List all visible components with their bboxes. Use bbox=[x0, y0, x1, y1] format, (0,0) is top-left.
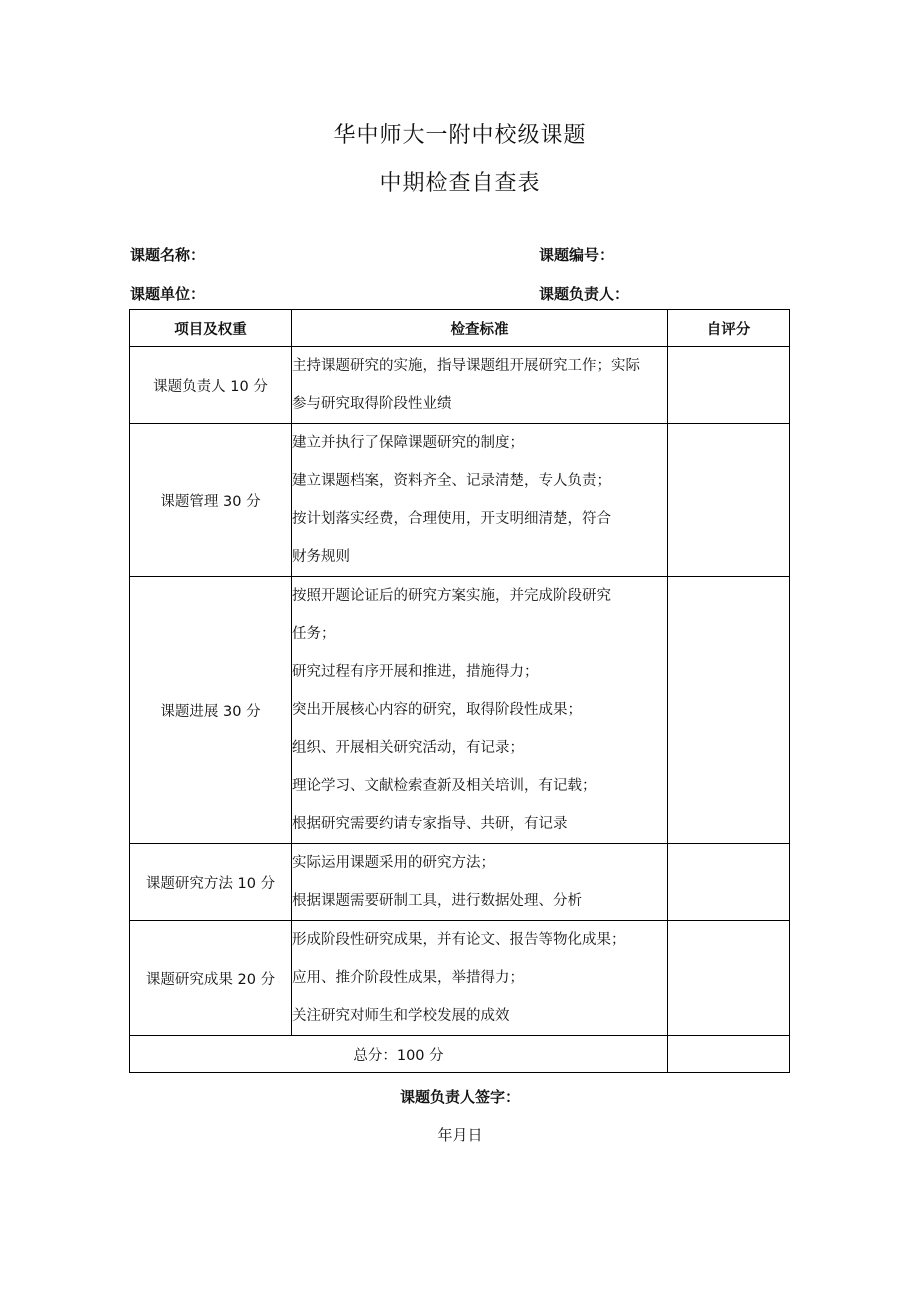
criteria-line: 实际运用课题采用的研究方法； bbox=[292, 855, 495, 871]
total-row bbox=[130, 1036, 790, 1073]
table-header-row bbox=[130, 310, 790, 347]
criteria-line: 根据课题需要研制工具，进行数据处理、分析 bbox=[292, 893, 582, 909]
header-criteria: 检查标准 bbox=[292, 310, 668, 347]
criteria-line: 突出开展核心内容的研究，取得阶段性成果； bbox=[292, 702, 582, 718]
row-item: 课题负责人 10 分 bbox=[130, 347, 292, 424]
self-score-cell[interactable] bbox=[668, 347, 790, 424]
table-row bbox=[130, 921, 790, 1036]
row-item: 课题进展 30 分 bbox=[130, 577, 292, 844]
criteria-line: 根据研究需要约请专家指导、共研，有记录 bbox=[292, 816, 568, 832]
criteria-line: 按照开题论证后的研究方案实施，并完成阶段研究 bbox=[292, 588, 611, 604]
row-criteria bbox=[292, 424, 668, 577]
page-title: 华中师大一附中校级课题 bbox=[333, 123, 587, 148]
criteria-line: 主持课题研究的实施，指导课题组开展研究工作；实际 bbox=[292, 358, 640, 374]
total-score-label: 总分：100 分 bbox=[130, 1036, 668, 1073]
row-criteria bbox=[292, 921, 668, 1036]
criteria-line: 财务规则 bbox=[292, 549, 350, 565]
criteria-line: 建立并执行了保障课题研究的制度； bbox=[292, 435, 524, 451]
criteria-line: 任务； bbox=[292, 626, 336, 642]
signature-label: 课题负责人签字： bbox=[399, 1088, 520, 1106]
self-check-table bbox=[129, 309, 790, 1073]
row-item: 课题管理 30 分 bbox=[130, 424, 292, 577]
project-leader-label: 课题负责人： bbox=[539, 285, 630, 303]
criteria-line: 应用、推介阶段性成果，举措得力； bbox=[292, 970, 524, 986]
table-row bbox=[130, 347, 790, 424]
self-score-cell[interactable] bbox=[668, 844, 790, 921]
criteria-line: 参与研究取得阶段性业绩 bbox=[292, 396, 452, 412]
criteria-line: 组织、开展相关研究活动，有记录； bbox=[292, 740, 524, 756]
row-item: 课题研究方法 10 分 bbox=[130, 844, 292, 921]
criteria-line: 理论学习、文献检索查新及相关培训，有记载； bbox=[292, 778, 597, 794]
criteria-line: 形成阶段性研究成果，并有论文、报告等物化成果； bbox=[292, 932, 626, 948]
header-item-weight: 项目及权重 bbox=[130, 310, 292, 347]
date-label: 年月日 bbox=[437, 1126, 483, 1144]
self-score-cell[interactable] bbox=[668, 577, 790, 844]
table-row bbox=[130, 844, 790, 921]
total-self-score-cell[interactable] bbox=[668, 1036, 790, 1073]
criteria-line: 研究过程有序开展和推进，措施得力； bbox=[292, 664, 539, 680]
self-score-cell[interactable] bbox=[668, 921, 790, 1036]
self-score-cell[interactable] bbox=[668, 424, 790, 577]
criteria-line: 建立课题档案，资料齐全、记录清楚，专人负责； bbox=[292, 473, 611, 489]
project-number-label: 课题编号： bbox=[539, 246, 615, 264]
table-row bbox=[130, 577, 790, 844]
header-self-score: 自评分 bbox=[668, 310, 790, 347]
project-unit-label: 课题单位： bbox=[130, 285, 206, 303]
row-criteria bbox=[292, 844, 668, 921]
table-row bbox=[130, 424, 790, 577]
criteria-line: 按计划落实经费，合理使用，开支明细清楚，符合 bbox=[292, 511, 611, 527]
page-subtitle: 中期检查自查表 bbox=[379, 171, 541, 196]
row-criteria bbox=[292, 577, 668, 844]
row-item: 课题研究成果 20 分 bbox=[130, 921, 292, 1036]
criteria-line: 关注研究对师生和学校发展的成效 bbox=[292, 1008, 510, 1024]
project-name-label: 课题名称： bbox=[130, 246, 206, 264]
row-criteria bbox=[292, 347, 668, 424]
